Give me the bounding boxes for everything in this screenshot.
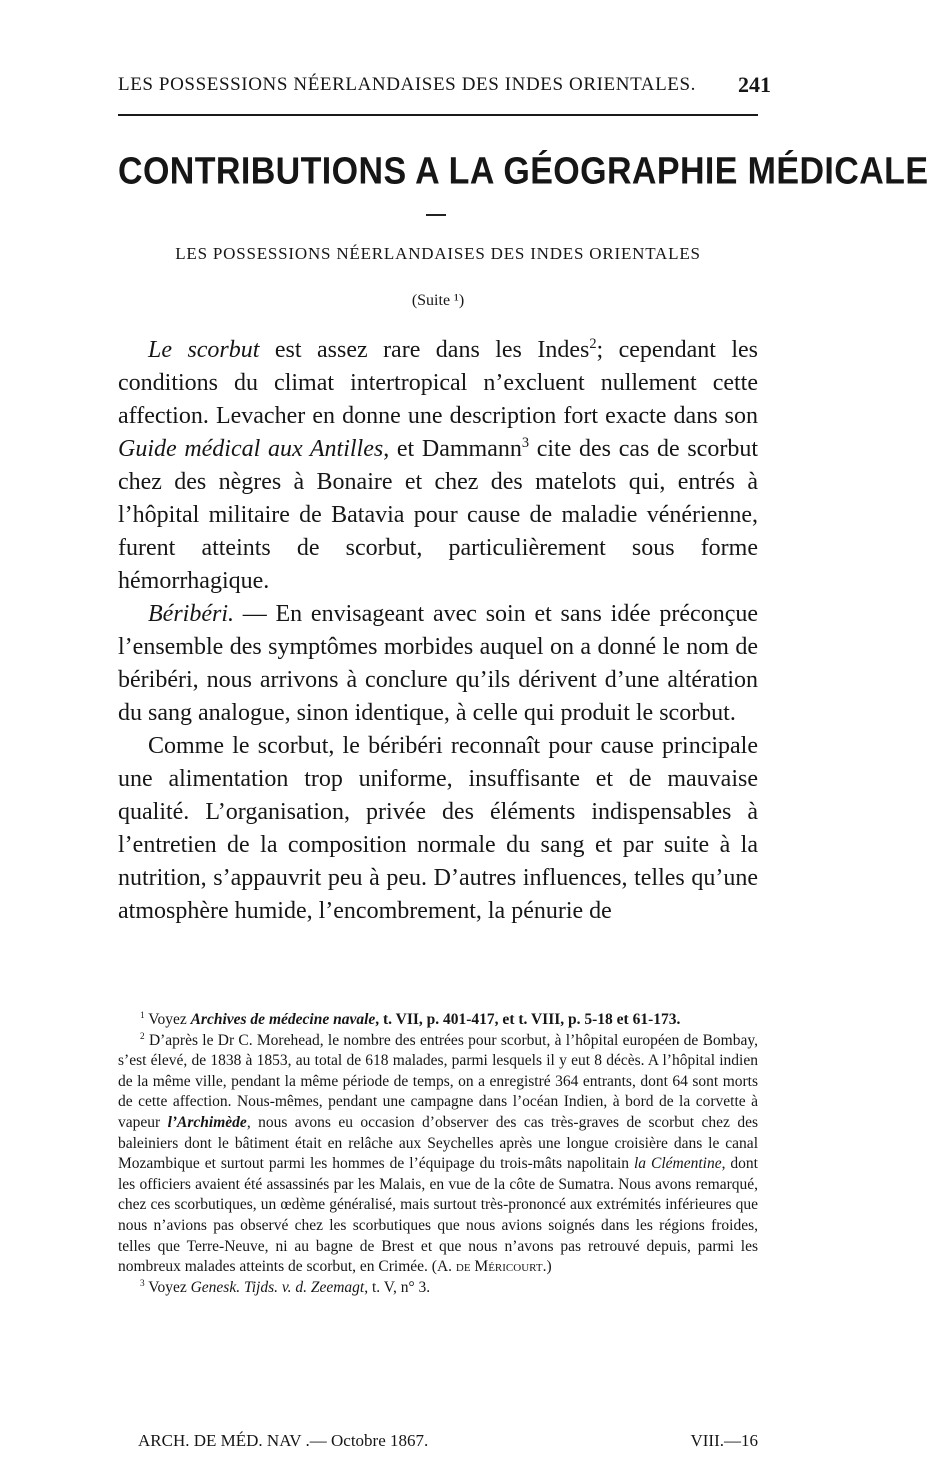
- page-number: 241: [738, 72, 771, 97]
- body-text: [118, 334, 758, 928]
- text-span: , t. VII, p. 401-417, et t. VIII, p. 5-18 et 61-173.: [375, 1011, 681, 1028]
- text-span: Voyez: [144, 1011, 191, 1028]
- book-title: Guide médical aux Antilles: [118, 436, 384, 462]
- text-span: — En envisageant avec soin et sans idée préconçue l’ensemble des symptômes morbides auquel on a donné le nom de béribéri, nous arrivons à conclure qu’ils dérivent d’une altération du sang analogue, sinon identique, à celle qui produit le scorbut.: [118, 601, 758, 726]
- footnote-2: [118, 1031, 758, 1278]
- paragraph-scorbut: [118, 334, 758, 598]
- continuation-note: (Suite ¹): [411, 292, 465, 309]
- text-span: , dont les officiers avaient été assassinés par les Malais, en vue de la côte de Sumatra. Nous avons remarqué, chez ces scorbutiques, un œdème généralisé, mais surtout très-prononcé aux extrémités inférieures que nous n’avions pas observé chez les scorbutiques que nous avions soignés dans les régions froides, telles que Terre-Neuve, ni au bagne de Brest et que nous n’avons pas retrouvé depuis, parmi les nombreux malades atteints de scorbut, en Crimée. (A.: [118, 1155, 758, 1276]
- footnote-3: [118, 1278, 758, 1299]
- text-span: , t. V, n° 3.: [364, 1278, 431, 1296]
- term-beriberi: Béribéri.: [148, 601, 234, 627]
- text-span: .): [542, 1258, 552, 1276]
- text-span: D’après le Dr C. Morehead, le nombre des entrées pour scorbut, à l’hôpital européen de Bombay, s’est élevé, de 1838 à 1853, au total de 618 malades, parmi lesquels il y eut 8 décès. A l’hôpital indien de la même ville, pendant la même période de temps, on a enregistré 364 entrants, dont 64 sont morts de cette affection. Nous-mêmes, pendant une campagne dans l’océan Indien, à bord de la corvette à vapeur: [118, 1031, 758, 1131]
- volume-signature: VIII.—16: [690, 1431, 758, 1450]
- header-rule: [118, 114, 758, 116]
- ship-name: l’Archimède: [167, 1113, 247, 1131]
- term-scorbut: Le scorbut: [148, 337, 260, 363]
- journal-title: Genesk. Tijds. v. d. Zeemagt: [190, 1278, 365, 1296]
- ship-name: la Clémentine: [633, 1155, 722, 1173]
- page-footer: [118, 1431, 758, 1455]
- author-name: de Méricourt: [455, 1258, 543, 1276]
- running-head: LES POSSESSIONS NÉERLANDAISES DES INDES ORIENTALES.: [118, 74, 697, 95]
- footnote-number: 1: [140, 1010, 145, 1021]
- footnote-number: 2: [140, 1031, 145, 1042]
- article-subtitle: LES POSSESSIONS NÉERLANDAISES DES INDES ORIENTALES: [175, 244, 701, 263]
- text-span: , et Dammann: [383, 436, 522, 462]
- title-separator: [426, 214, 446, 216]
- text-span: ; cependant les conditions du climat intertropical n’excluent nullement cette affection. Levacher en donne une description fort exacte dans son: [118, 337, 758, 429]
- footnote-1: [118, 1010, 758, 1031]
- text-span: est assez rare dans les Indes: [259, 337, 590, 363]
- text-span: cite des cas de scorbut chez des nègres à Bonaire et chez des matelots qui, entrés à l’hôpital militaire de Batavia pour cause de maladie vénérienne, furent atteints de scorbut, particulièrement sous forme hémorrhagique.: [118, 436, 758, 594]
- journal-title: Archives de médecine navale: [190, 1011, 376, 1028]
- text-span: , nous avons eu occasion d’observer des cas très-graves de scorbut chez des baleiniers dont le bâtiment était en relâche aux Seychelles après une longue croisière dans le canal Mozambique et surtout parmi les hommes de l’équipage du trois-mâts napolitain: [118, 1113, 758, 1173]
- footnote-ref-2: 2: [589, 336, 597, 352]
- text-span: Comme le scorbut, le béribéri reconnaît pour cause principale une alimentation trop uniforme, insuffisante et de mauvaise qualité. L’organisation, privée des éléments indispensables à l’entretien de la composition normale du sang et par suite à la nutrition, s’appauvrit peu à peu. D’autres influences, telles qu’une atmosphère humide, l’encombrement, la pénurie de: [118, 733, 758, 924]
- footnote-number: 3: [140, 1278, 145, 1289]
- paragraph-beriberi: [118, 598, 758, 730]
- text-span: Voyez: [144, 1278, 191, 1296]
- footnotes: [118, 1010, 758, 1298]
- paragraph-cause: [118, 730, 758, 928]
- journal-signature: ARCH. DE MÉD. NAV .— Octobre 1867.: [138, 1431, 429, 1450]
- article-title: CONTRIBUTIONS A LA GÉOGRAPHIE MÉDICALE: [118, 150, 928, 193]
- footnote-ref-3: 3: [521, 435, 530, 451]
